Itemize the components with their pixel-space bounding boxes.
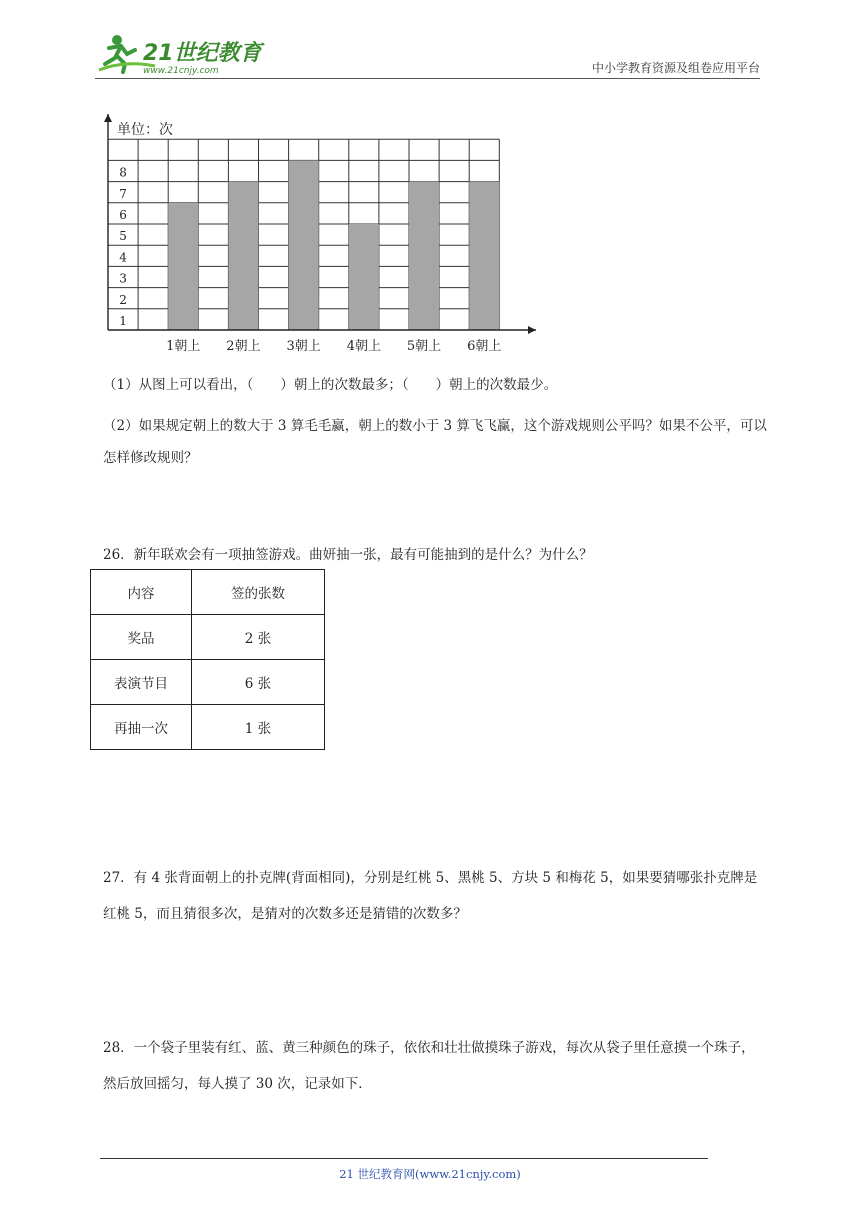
y-tick-label: 4: [119, 250, 127, 265]
y-tick-label: 5: [119, 229, 127, 244]
svg-text:21世纪教育: 21世纪教育: [143, 41, 262, 66]
table-row: [91, 660, 325, 705]
bar: [469, 182, 499, 330]
q26-text: 26．新年联欢会有一项抽签游戏。曲妍抽一张，最有可能抽到的是什么？为什么？: [103, 547, 593, 563]
table-cell: 6 张: [192, 660, 325, 705]
x-tick-label: 1朝上: [166, 339, 201, 354]
y-tick-label: 3: [119, 271, 127, 286]
y-tick-label: 8: [119, 165, 127, 180]
y-tick-label: 7: [119, 186, 127, 201]
bar: [289, 160, 319, 330]
y-tick-label: 6: [119, 208, 127, 222]
table-header-cell: 签的张数: [192, 570, 325, 615]
site-logo: [95, 30, 265, 76]
q28-text: 28．一个袋子里装有红、蓝、黄三种颜色的珠子，依依和壮壮做摸珠子游戏，每次从袋子里任意摸一个珠子，然后放回摇匀，每人摸了 30 次，记录如下．: [103, 1040, 755, 1092]
table-cell: 2 张: [192, 615, 325, 660]
y-axis-label: 单位：次: [117, 122, 173, 138]
dice-bar-chart: [100, 112, 550, 362]
page-header: [95, 30, 760, 80]
table-cell: 表演节目: [91, 660, 192, 705]
x-tick-label: 2朝上: [226, 339, 261, 354]
table-cell: 奖品: [91, 615, 192, 660]
x-tick-label: 5朝上: [406, 339, 442, 354]
header-platform-text: 中小学教育资源及组卷应用平台: [591, 61, 760, 75]
q25-part1: （1）从图上可以看出，（ ）朝上的次数最多；（ ）朝上的次数最少。: [103, 377, 558, 393]
lottery-table: [90, 569, 325, 750]
table-header-row: [91, 570, 325, 615]
bar: [409, 182, 439, 330]
svg-text:www.21cnjy.com: www.21cnjy.com: [143, 66, 219, 76]
x-tick-label: 6朝上: [467, 339, 502, 354]
header-divider: [95, 78, 760, 79]
table-row: [91, 705, 325, 750]
q25-part2: （2）如果规定朝上的数大于 3 算毛毛赢，朝上的数小于 3 算飞飞赢，这个游戏规则公平吗？如果不公平，可以怎样修改规则？: [103, 418, 767, 466]
x-axis-arrow: [528, 326, 536, 334]
table-cell: 再抽一次: [91, 705, 192, 750]
table-header-cell: 内容: [91, 570, 192, 615]
table-cell: 1 张: [192, 705, 325, 750]
y-tick-label: 1: [119, 314, 127, 328]
table-row: [91, 615, 325, 660]
footer-divider: [100, 1158, 708, 1159]
bar: [228, 182, 258, 330]
bar: [168, 203, 198, 330]
footer-text: 21 世纪教育网(www.21cnjy.com): [339, 1167, 521, 1181]
y-axis-arrow: [104, 114, 112, 122]
y-tick-label: 2: [119, 292, 127, 307]
x-tick-label: 3朝上: [286, 339, 321, 354]
bar: [349, 224, 379, 330]
q27-text: 27．有 4 张背面朝上的扑克牌(背面相同)，分别是红桃 5、黑桃 5、方块 5 和梅花 5，如果要猜哪张扑克牌是红桃 5，而且猜很多次，是猜对的次数多还是猜错的次数多？: [103, 870, 758, 922]
x-tick-label: 4朝上: [346, 339, 381, 354]
